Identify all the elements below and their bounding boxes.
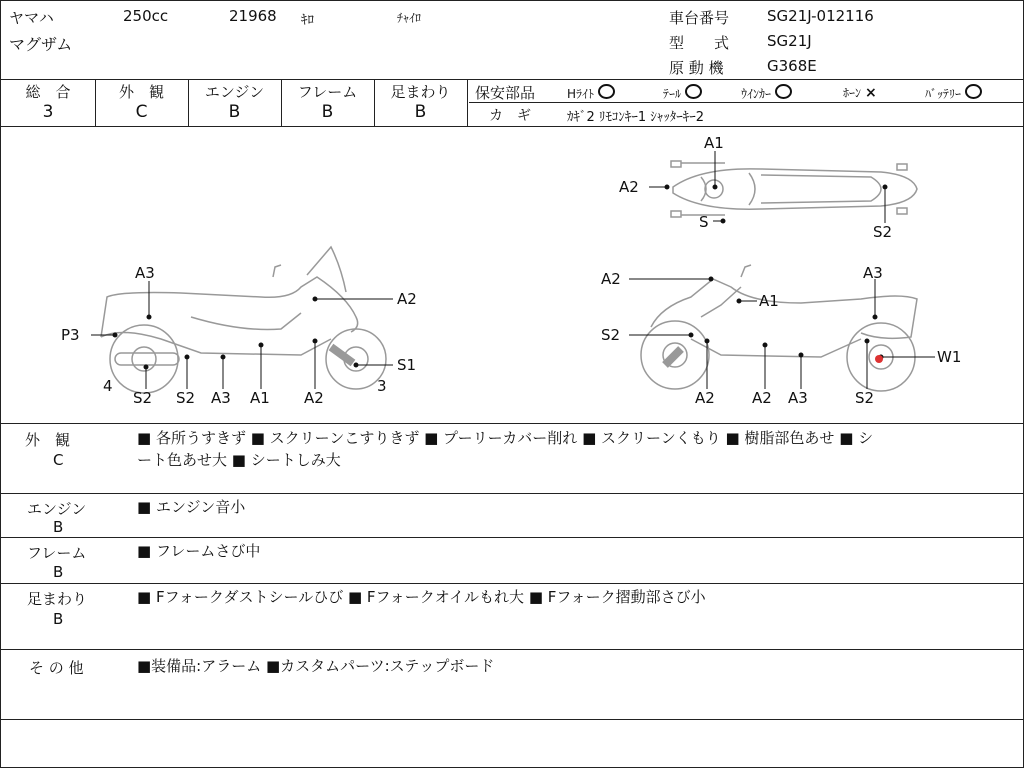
top-view-bike [671, 161, 917, 217]
tail-label: ﾃｰﾙ [663, 87, 682, 101]
diagram-label: A2 [695, 389, 715, 407]
diagram-label: S2 [133, 389, 153, 407]
mileage-unit: ｷﾛ [301, 13, 314, 28]
headlight-ok-mark [598, 84, 615, 99]
horn-item [843, 84, 877, 101]
remark-label-exterior: 外 観 [25, 431, 71, 449]
overall-value: 3 [42, 102, 54, 122]
remark-grade-engine: B [53, 518, 64, 536]
diagram-label: A3 [211, 389, 231, 407]
diagram-label: 3 [377, 377, 387, 395]
remark-grade-frame: B [53, 563, 64, 581]
remark-text-frame: ■ フレームさび中 [137, 542, 261, 560]
remark-grade-suspension: B [53, 610, 64, 628]
remark-text-exterior-line1: ■ 各所うすきず ■ スクリーンこすりきず ■ プーリーカバー削れ ■ スクリーンくもり ■ 樹脂部色あせ ■ シ [137, 429, 874, 447]
frame-grade-value: B [321, 102, 334, 122]
diagram-label: A2 [397, 290, 417, 308]
remark-text-engine: ■ エンジン音小 [137, 498, 246, 516]
diagram-label: 4 [103, 377, 113, 395]
diagram-label: S2 [873, 223, 893, 241]
type-label: 型 式 [669, 34, 730, 52]
engine-label: 原 動 機 [669, 59, 724, 77]
diagram-label: A2 [619, 178, 639, 196]
mileage: 21968 [229, 7, 277, 25]
diagram-label: S2 [601, 326, 621, 344]
diagram-label: A2 [601, 270, 621, 288]
diagram-label: A1 [759, 292, 779, 310]
key-label: カ ギ [489, 108, 531, 124]
exterior-label: 外 観 [118, 83, 164, 101]
diagram-label: S2 [176, 389, 196, 407]
damage-diagram [1, 127, 1023, 423]
diagram-label: S2 [855, 389, 875, 407]
overall-label: 総 合 [25, 83, 71, 101]
suspension-grade-label: 足まわり [390, 83, 451, 101]
winker-ok-mark [775, 84, 792, 99]
diagram-label: A2 [304, 389, 324, 407]
suspension-grade-value: B [414, 102, 427, 122]
tail-ok-mark [685, 84, 702, 99]
engine-grade-label: エンジン [204, 83, 265, 101]
winker-label: ｳｲﾝｶｰ [741, 87, 772, 101]
diagram-label: S [699, 213, 709, 231]
frame-no: SG21J-012116 [767, 7, 874, 25]
battery-label: ﾊﾞｯﾃﾘｰ [925, 87, 962, 101]
headlight-label: Hﾗｲﾄ [567, 87, 595, 101]
frame-grade-label: フレーム [297, 83, 358, 101]
color: ﾁｬｲﾛ [397, 11, 422, 25]
remark-label-other: そ の 他 [29, 659, 84, 677]
tail-item [663, 84, 702, 102]
diagram-label: A1 [704, 134, 724, 152]
diagram-label: A1 [250, 389, 270, 407]
type-value: SG21J [767, 32, 812, 50]
diagram-label: W1 [937, 348, 962, 366]
maker: ヤマハ [9, 9, 54, 27]
engine-grade-value: B [228, 102, 241, 122]
displacement: 250cc [123, 7, 169, 25]
horn-status: × [865, 85, 877, 101]
wheel-damage-marker [875, 355, 883, 363]
diagram-label: A3 [788, 389, 808, 407]
battery-ok-mark [965, 84, 982, 99]
right-side-view-bike [641, 265, 917, 391]
diagram-label: A3 [135, 264, 155, 282]
remark-label-engine: エンジン [27, 500, 87, 518]
horn-label: ﾎｰﾝ [843, 86, 862, 100]
remark-grade-exterior: C [53, 451, 64, 469]
frame-no-label: 車台番号 [669, 9, 730, 27]
diagram-label: P3 [61, 326, 80, 344]
safety-label: 保安部品 [475, 84, 536, 102]
diagram-label: A2 [752, 389, 772, 407]
diagram-label: A3 [863, 264, 883, 282]
remark-text-exterior-line2: ート色あせ大 ■ シートしみ大 [137, 451, 341, 469]
winker-item [741, 84, 792, 102]
remark-label-suspension: 足まわり [27, 590, 88, 608]
headlight-item [567, 84, 615, 102]
remark-label-frame: フレーム [27, 544, 87, 562]
key-value: ｶｷﾞ2 ﾘﾓｺﾝｷｰ1 ｼｬｯﾀｰｷｰ2 [567, 110, 705, 125]
model-name: マグザム [9, 35, 73, 54]
remark-text-suspension: ■ Fフォークダストシールひび ■ Fフォークオイルもれ大 ■ Fフォーク摺動部さび小 [137, 588, 706, 606]
remark-text-other: ■装備品:アラーム ■カスタムパーツ:ステップボード [137, 657, 495, 675]
battery-item [925, 84, 982, 102]
diagram-label: S1 [397, 356, 417, 374]
exterior-value: C [135, 102, 148, 122]
engine-value: G368E [767, 57, 817, 75]
